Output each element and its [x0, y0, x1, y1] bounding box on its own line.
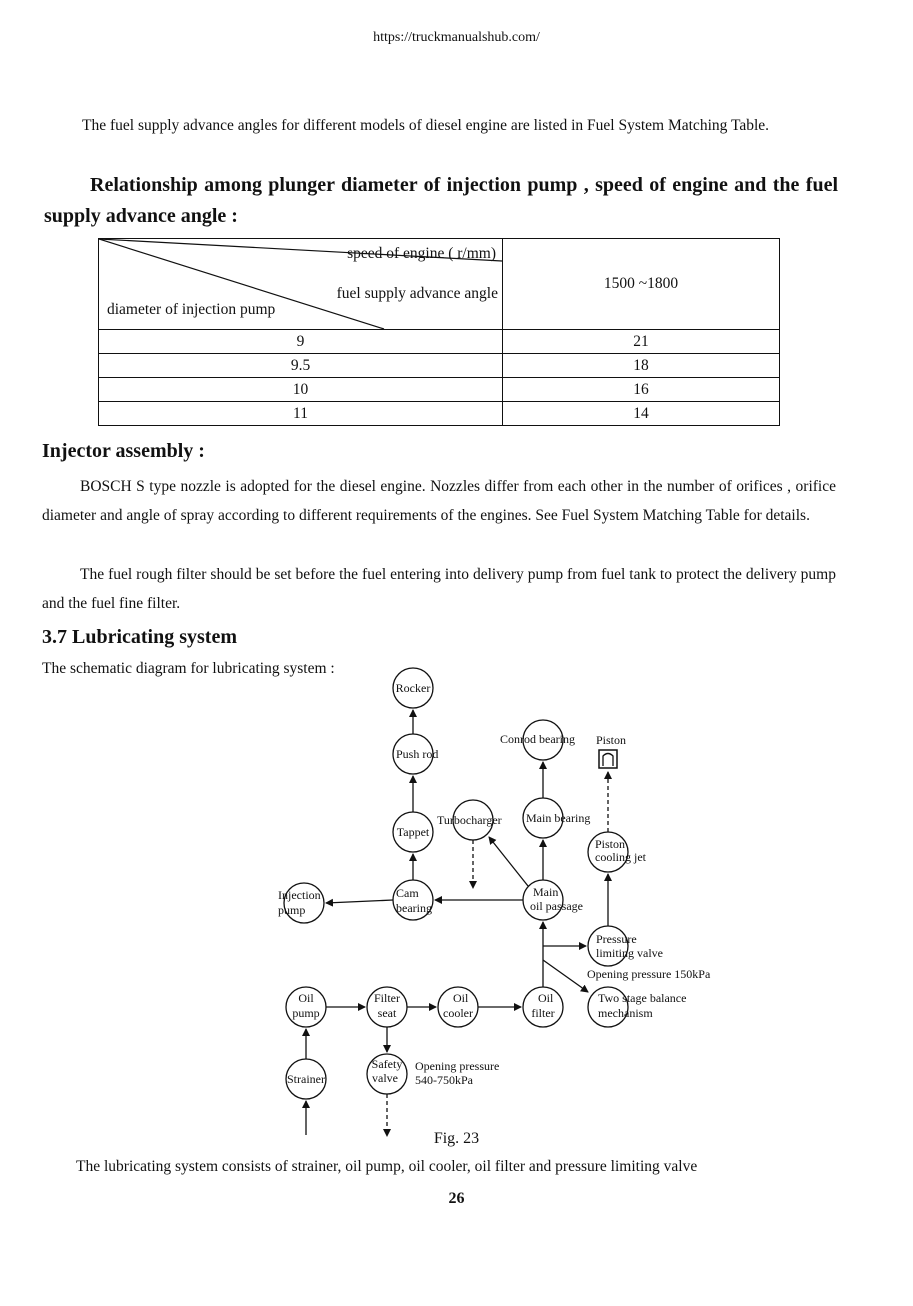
pressure-limiting-label-2: limiting valve — [596, 946, 663, 960]
injector-paragraph-2: The fuel rough filter should be set before the fuel entering into delivery pump from fuel tank to protect the delivery pump and the fuel fine filter. — [42, 566, 836, 612]
header-speed-range: 1500 ~1800 — [503, 239, 780, 330]
safety-valve-label-2: valve — [372, 1071, 398, 1085]
diameter-cell: 10 — [99, 378, 503, 402]
two-stage-label-1: Two stage balance — [598, 991, 687, 1005]
table-row — [99, 330, 780, 354]
diameter-cell: 11 — [99, 402, 503, 426]
diameter-cell: 9 — [99, 330, 503, 354]
oil-cooler-label-2: cooler — [443, 1006, 473, 1020]
safety-valve-label-1: Safety — [371, 1057, 403, 1071]
opening-pressure-label: Opening pressure 150kPa — [587, 967, 711, 981]
page-number: 26 — [448, 1190, 465, 1207]
intro-paragraph: The fuel supply advance angles for different models of diesel engine are listed in Fuel System Matching Table. — [82, 117, 770, 134]
injector-paragraph-1: BOSCH S type nozzle is adopted for the diesel engine. Nozzles differ from each other in the number of orifices , orifice diameter and angle of spray according to different requirements of the engines. See Fuel System Matching Table for details. — [42, 478, 836, 524]
table-row — [99, 402, 780, 426]
piston-cooling-label-2: cooling jet — [595, 850, 646, 864]
source-url: https://truckmanualshub.com/ — [373, 30, 540, 45]
oil-pump-label-1: Oil — [298, 991, 314, 1005]
lubrication-diagram — [270, 660, 740, 1140]
angle-cell: 18 — [503, 354, 780, 378]
angle-cell: 16 — [503, 378, 780, 402]
cam-label: Cam — [396, 886, 419, 900]
table-row — [99, 354, 780, 378]
oil-pump-label-2: pump — [292, 1006, 320, 1020]
angle-cell: 14 — [503, 402, 780, 426]
main-oil-label-2: oil passage — [530, 899, 583, 913]
filter-seat-label-1: Filter — [374, 991, 400, 1005]
tappet-label: Tappet — [396, 825, 430, 839]
header-advance: fuel supply advance angle — [336, 285, 498, 302]
figure-caption: Fig. 23 — [433, 1130, 480, 1147]
oil-cooler-label-1: Oil — [453, 991, 469, 1005]
section-heading: 3.7 Lubricating system — [42, 626, 237, 648]
injection-label: Injection — [278, 888, 321, 902]
relationship-heading: Relationship among plunger diameter of injection pump , speed of engine and the fuel supply advance angle : — [44, 174, 838, 227]
piston-cooling-label-1: Piston — [595, 837, 626, 851]
header-diameter: diameter of injection pump — [107, 301, 276, 318]
conrod-bearing-label: Conrod bearing — [500, 732, 575, 746]
piston-icon — [599, 750, 617, 768]
angle-cell: 21 — [503, 330, 780, 354]
oil-filter-label-1: Oil — [538, 991, 554, 1005]
diagram-intro: The schematic diagram for lubricating system : — [42, 660, 335, 677]
piston-label: Piston — [596, 733, 627, 747]
diagonal-header-cell — [99, 239, 503, 330]
header-speed: speed of engine ( r/mm) — [347, 245, 496, 262]
main-bearing-label: Main bearing — [526, 811, 591, 825]
closing-paragraph: The lubricating system consists of strainer, oil pump, oil cooler, oil filter and pressure limiting valve — [76, 1158, 698, 1175]
advance-angle-table — [98, 238, 780, 433]
pressure-limiting-label-1: Pressure — [596, 932, 637, 946]
injector-heading: Injector assembly : — [42, 440, 205, 462]
strainer-label: Strainer — [287, 1072, 325, 1086]
two-stage-label-2: mechanism — [598, 1006, 653, 1020]
safety-opening-label-1: Opening pressure — [415, 1059, 500, 1073]
turbocharger-label: Turbocharger — [437, 813, 502, 827]
pump-label: pump — [278, 903, 306, 917]
diameter-cell: 9.5 — [99, 354, 503, 378]
push-rod-label: Push rod — [396, 747, 439, 761]
rocker-label: Rocker — [395, 681, 431, 695]
safety-opening-label-2: 540-750kPa — [415, 1073, 473, 1087]
oil-filter-label-2: filter — [531, 1006, 555, 1020]
main-oil-label-1: Main — [533, 885, 559, 899]
piston-icon — [603, 754, 613, 767]
table-row — [99, 378, 780, 402]
bearing-label: bearing — [396, 901, 432, 915]
filter-seat-label-2: seat — [377, 1006, 397, 1020]
